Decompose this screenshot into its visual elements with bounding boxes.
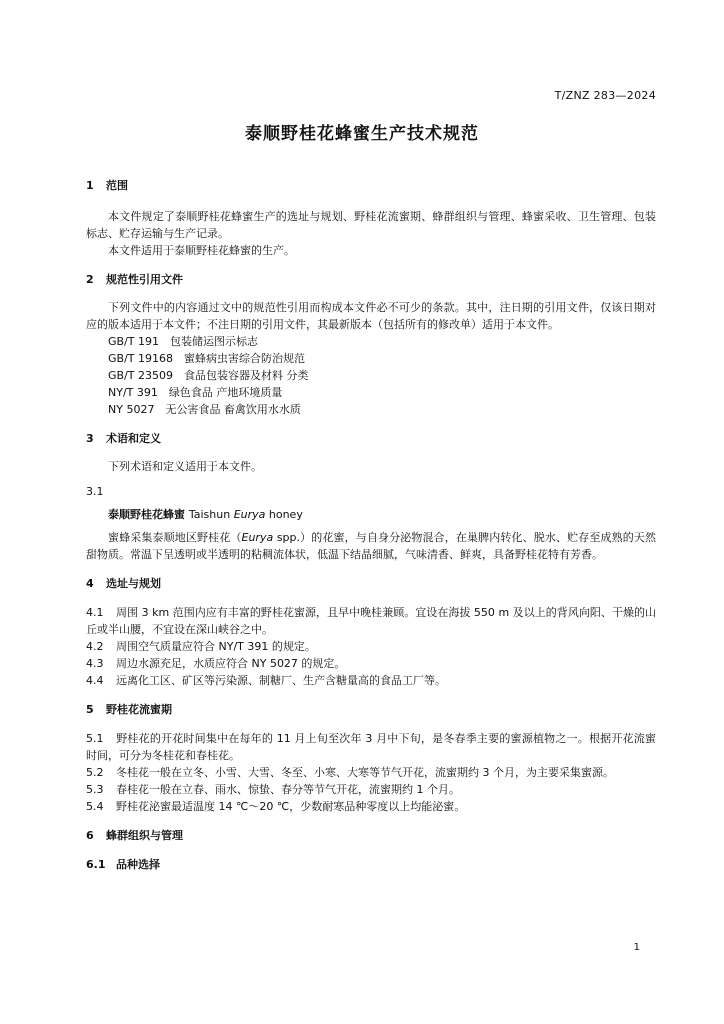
term-definition: [86, 529, 656, 563]
reference-item: NY 5027 无公害食品 畜禽饮用水水质: [108, 403, 301, 416]
section-6-heading: [86, 827, 656, 844]
section-title: 术语和定义: [106, 432, 161, 445]
section-number: 1: [86, 179, 94, 192]
term-title: [108, 506, 656, 523]
section-number: 3: [86, 432, 94, 445]
section-2-heading: [86, 271, 656, 288]
clause-number: 5.1: [86, 732, 104, 745]
section-number: 2: [86, 273, 94, 286]
section-title: 规范性引用文件: [106, 273, 183, 286]
clause-text: 冬桂花一般在立冬、小雪、大雪、冬至、小寒、大寒等节气开花，流蜜期约 3 个月，为主要采集蜜源。: [116, 766, 614, 779]
section-3-heading: [86, 430, 656, 447]
section-1-heading: [86, 177, 656, 194]
definition-text-c: spp.）的花蜜，与自身分泌物混合，在巢脾内转化、脱水、贮存至成熟的天然甜物质。常温下呈透明或半透明的粘稠流体状，低温下结晶细腻，气味清香、鲜爽，具备野桂花特有芳香。: [86, 531, 657, 561]
section-title: 范围: [106, 179, 128, 192]
term-chinese: 泰顺野桂花蜂蜜: [108, 508, 185, 521]
clause-4-1: [86, 604, 656, 638]
reference-item: GB/T 19168 蜜蜂病虫害综合防治规范: [108, 352, 305, 365]
term-number: 3.1: [86, 485, 104, 498]
clause-4-2: [86, 638, 656, 655]
subsection-6-1-heading: [86, 856, 656, 873]
section-title: 蜂群组织与管理: [106, 829, 183, 842]
section-5-heading: [86, 701, 656, 718]
clause-text: 春桂花一般在立春、雨水、惊蛰、春分等节气开花，流蜜期约 1 个月。: [116, 783, 460, 796]
section-4-heading: [86, 575, 656, 592]
clause-number: 4.2: [86, 640, 104, 653]
clause-text: 周围 3 km 范围内应有丰富的野桂花蜜源，且早中晚桂兼顾。宜设在海拔 550 m 及以上的背风向阳、干燥的山丘或半山腰，不宜设在深山峡谷之中。: [86, 606, 656, 636]
definition-text-a: 蜜蜂采集泰顺地区野桂花（: [108, 531, 242, 544]
clause-number: 5.3: [86, 783, 104, 796]
clause-5-3: [86, 781, 656, 798]
section-2-paragraph-1: 下列文件中的内容通过文中的规范性引用而构成本文件必不可少的条款。其中，注日期的引用文件，仅该日期对应的版本适用于本文件；不注日期的引用文件，其最新版本（包括所有的修改单）适用于本文件。: [86, 301, 656, 331]
standard-number: T/ZNZ 283—2024: [554, 89, 656, 102]
clause-number: 4.1: [86, 606, 104, 619]
document-body: [86, 177, 656, 873]
document-title: 泰顺野桂花蜂蜜生产技术规范: [245, 124, 479, 144]
section-title: 选址与规划: [106, 577, 161, 590]
section-1-paragraph-2: 本文件适用于泰顺野桂花蜂蜜的生产。: [108, 244, 295, 257]
subsection-number: 6.1: [86, 858, 106, 871]
section-number: 4: [86, 577, 94, 590]
reference-item: GB/T 191 包装储运图示标志: [108, 335, 258, 348]
clause-text: 野桂花的开花时间集中在每年的 11 月上旬至次年 3 月中下旬，是冬春季主要的蜜源植物之一。根据开花流蜜时间，可分为冬桂花和春桂花。: [86, 732, 656, 762]
section-1-paragraph-1: 本文件规定了泰顺野桂花蜂蜜生产的选址与规划、野桂花流蜜期、蜂群组织与管理、蜂蜜采收、卫生管理、包装标志、贮存运输与生产记录。: [86, 210, 656, 240]
clause-4-4: [86, 672, 656, 689]
page-number: 1: [633, 942, 640, 953]
clause-number: 5.4: [86, 800, 104, 813]
clause-number: 4.4: [86, 674, 104, 687]
section-3-paragraph-1: 下列术语和定义适用于本文件。: [108, 460, 262, 473]
section-number: 6: [86, 829, 94, 842]
clause-5-1: [86, 730, 656, 764]
clause-number: 4.3: [86, 657, 104, 670]
section-title: 野桂花流蜜期: [106, 703, 172, 716]
term-english-b: Eurya: [233, 508, 266, 521]
clause-text: 周围空气质量应符合 NY/T 391 的规定。: [116, 640, 316, 653]
section-number: 5: [86, 703, 94, 716]
clause-text: 周边水源充足，水质应符合 NY 5027 的规定。: [116, 657, 346, 670]
term-english-a: Taishun: [188, 508, 234, 521]
clause-text: 野桂花泌蜜最适温度 14 ℃～20 ℃，少数耐寒品种零度以上均能泌蜜。: [116, 800, 466, 813]
clause-number: 5.2: [86, 766, 104, 779]
term-english-c: honey: [265, 508, 303, 521]
clause-5-2: [86, 764, 656, 781]
clause-4-3: [86, 655, 656, 672]
clause-text: 远离化工区、矿区等污染源、制糖厂、生产含糖量高的食品工厂等。: [116, 674, 446, 687]
definition-text-b: Eurya: [241, 531, 274, 544]
subsection-title: 品种选择: [116, 858, 160, 871]
clause-5-4: [86, 798, 656, 815]
reference-item: NY/T 391 绿色食品 产地环境质量: [108, 386, 283, 399]
reference-item: GB/T 23509 食品包装容器及材料 分类: [108, 369, 309, 382]
